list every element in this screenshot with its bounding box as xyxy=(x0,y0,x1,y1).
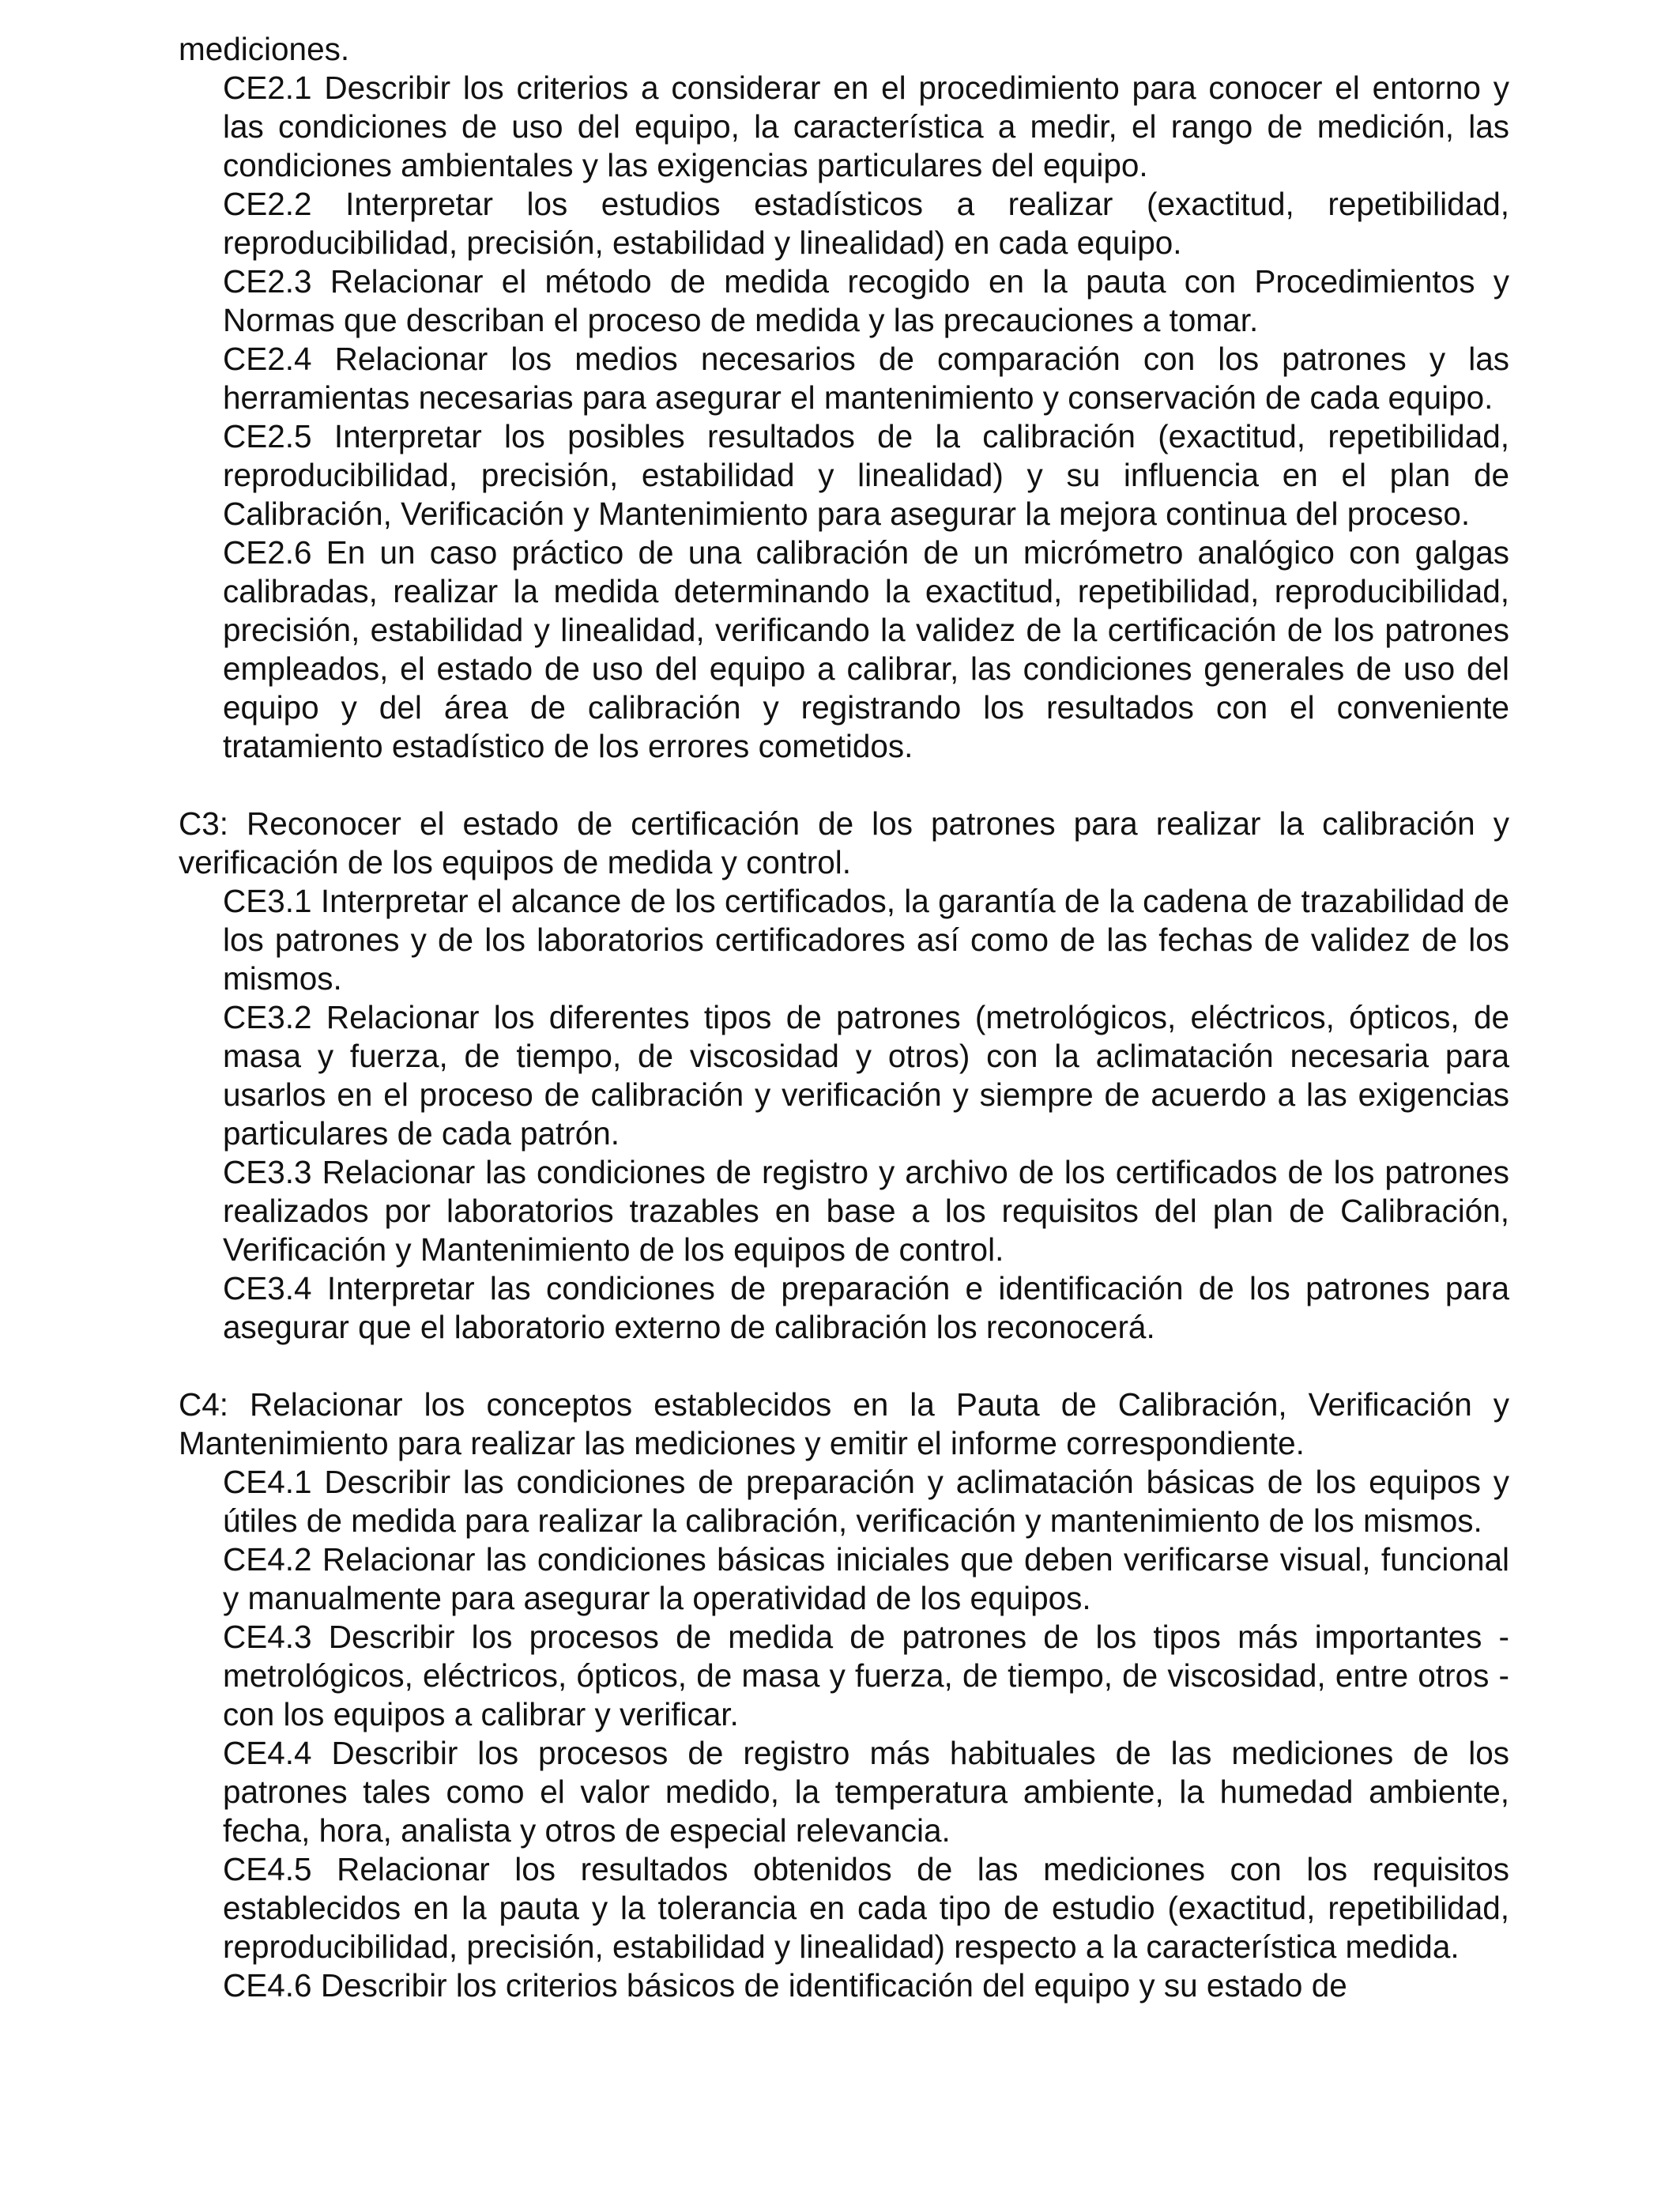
criterion-ce2-5: CE2.5 Interpretar los posibles resultados de la calibración (exactitud, repetibilidad, reproducibilidad, precisión, estabilidad y linealidad) y su influencia en el plan de Calibración, Verificación y Mantenimiento para asegurar la mejora continua del proceso. xyxy=(223,418,1509,532)
criterion-ce3-1: CE3.1 Interpretar el alcance de los certificados, la garantía de la cadena de trazabilidad de los patrones y de los laboratorios certificadores así como de las fechas de validez de los mismos. xyxy=(223,883,1509,997)
criterion-ce3-4: CE3.4 Interpretar las condiciones de preparación e identificación de los patrones para asegurar que el laboratorio externo de calibración los reconocerá. xyxy=(223,1270,1509,1345)
c2-criteria-list xyxy=(179,69,1509,766)
criterion-ce3-3: CE3.3 Relacionar las condiciones de registro y archivo de los certificados de los patrones realizados por laboratorios trazables en base a los requisitos del plan de Calibración, Verificación y Mantenimiento de los equipos de control. xyxy=(223,1154,1509,1268)
criterion-ce4-2: CE4.2 Relacionar las condiciones básicas iniciales que deben verificarse visual, funcional y manualmente para asegurar la operatividad de los equipos. xyxy=(223,1541,1509,1616)
criterion-ce2-6: CE2.6 En un caso práctico de una calibración de un micrómetro analógico con galgas calibradas, realizar la medida determinando la exactitud, repetibilidad, reproducibilidad, precisión, estabilidad y linealidad, verificando la validez de la certificación de los patrones empleados, el estado de uso del equipo a calibrar, las condiciones generales de uso del equipo y del área de calibración y registrando los resultados con el conveniente tratamiento estadístico de los errores cometidos. xyxy=(223,534,1509,764)
criterion-ce4-3: CE4.3 Describir los procesos de medida de patrones de los tipos más importantes - metrológicos, eléctricos, ópticos, de masa y fuerza, de tiempo, de viscosidad, entre otros - con los equipos a calibrar y verificar. xyxy=(223,1619,1509,1732)
section-c3 xyxy=(179,805,1509,1347)
section-c3-heading: C3: Reconocer el estado de certificación de los patrones para realizar la calibración y verificación de los equipos de medida y control. xyxy=(179,805,1509,880)
criterion-ce2-3: CE2.3 Relacionar el método de medida recogido en la pauta con Procedimientos y Normas que describan el proceso de medida y las precauciones a tomar. xyxy=(223,263,1509,338)
section-c4-heading: C4: Relacionar los conceptos establecidos en la Pauta de Calibración, Verificación y Mantenimiento para realizar las mediciones y emitir el informe correspondiente. xyxy=(179,1386,1509,1461)
criterion-ce4-4: CE4.4 Describir los procesos de registro más habituales de las mediciones de los patrones tales como el valor medido, la temperatura ambiente, la humedad ambiente, fecha, hora, analista y otros de especial relevancia. xyxy=(223,1735,1509,1849)
document-page xyxy=(179,30,1509,2005)
criterion-ce4-6: CE4.6 Describir los criterios básicos de identificación del equipo y su estado de xyxy=(223,1967,1347,2004)
criterion-ce3-2: CE3.2 Relacionar los diferentes tipos de patrones (metrológicos, eléctricos, ópticos, de masa y fuerza, de tiempo, de viscosidad y otros) con la aclimatación necesaria para usarlos en el proceso de calibración y verificación y siempre de acuerdo a las exigencias particulares de cada patrón. xyxy=(223,999,1509,1152)
section-c4 xyxy=(179,1385,1509,2005)
criterion-ce2-4: CE2.4 Relacionar los medios necesarios de comparación con los patrones y las herramientas necesarias para asegurar el mantenimiento y conservación de cada equipo. xyxy=(223,341,1509,416)
criterion-ce2-2: CE2.2 Interpretar los estudios estadísticos a realizar (exactitud, repetibilidad, reproducibilidad, precisión, estabilidad y linealidad) en cada equipo. xyxy=(223,186,1509,261)
criterion-ce2-1: CE2.1 Describir los criterios a considerar en el procedimiento para conocer el entorno y las condiciones de uso del equipo, la característica a medir, el rango de medición, las condiciones ambientales y las exigencias particulares del equipo. xyxy=(223,70,1509,183)
continuation-text: mediciones. xyxy=(179,31,350,67)
criterion-ce4-1: CE4.1 Describir las condiciones de preparación y aclimatación básicas de los equipos y útiles de medida para realizar la calibración, verificación y mantenimiento de los mismos. xyxy=(223,1464,1509,1539)
criterion-ce4-5: CE4.5 Relacionar los resultados obtenidos de las mediciones con los requisitos establecidos en la pauta y la tolerancia en cada tipo de estudio (exactitud, repetibilidad, reproducibilidad, precisión, estabilidad y linealidad) respecto a la característica medida. xyxy=(223,1851,1509,1965)
